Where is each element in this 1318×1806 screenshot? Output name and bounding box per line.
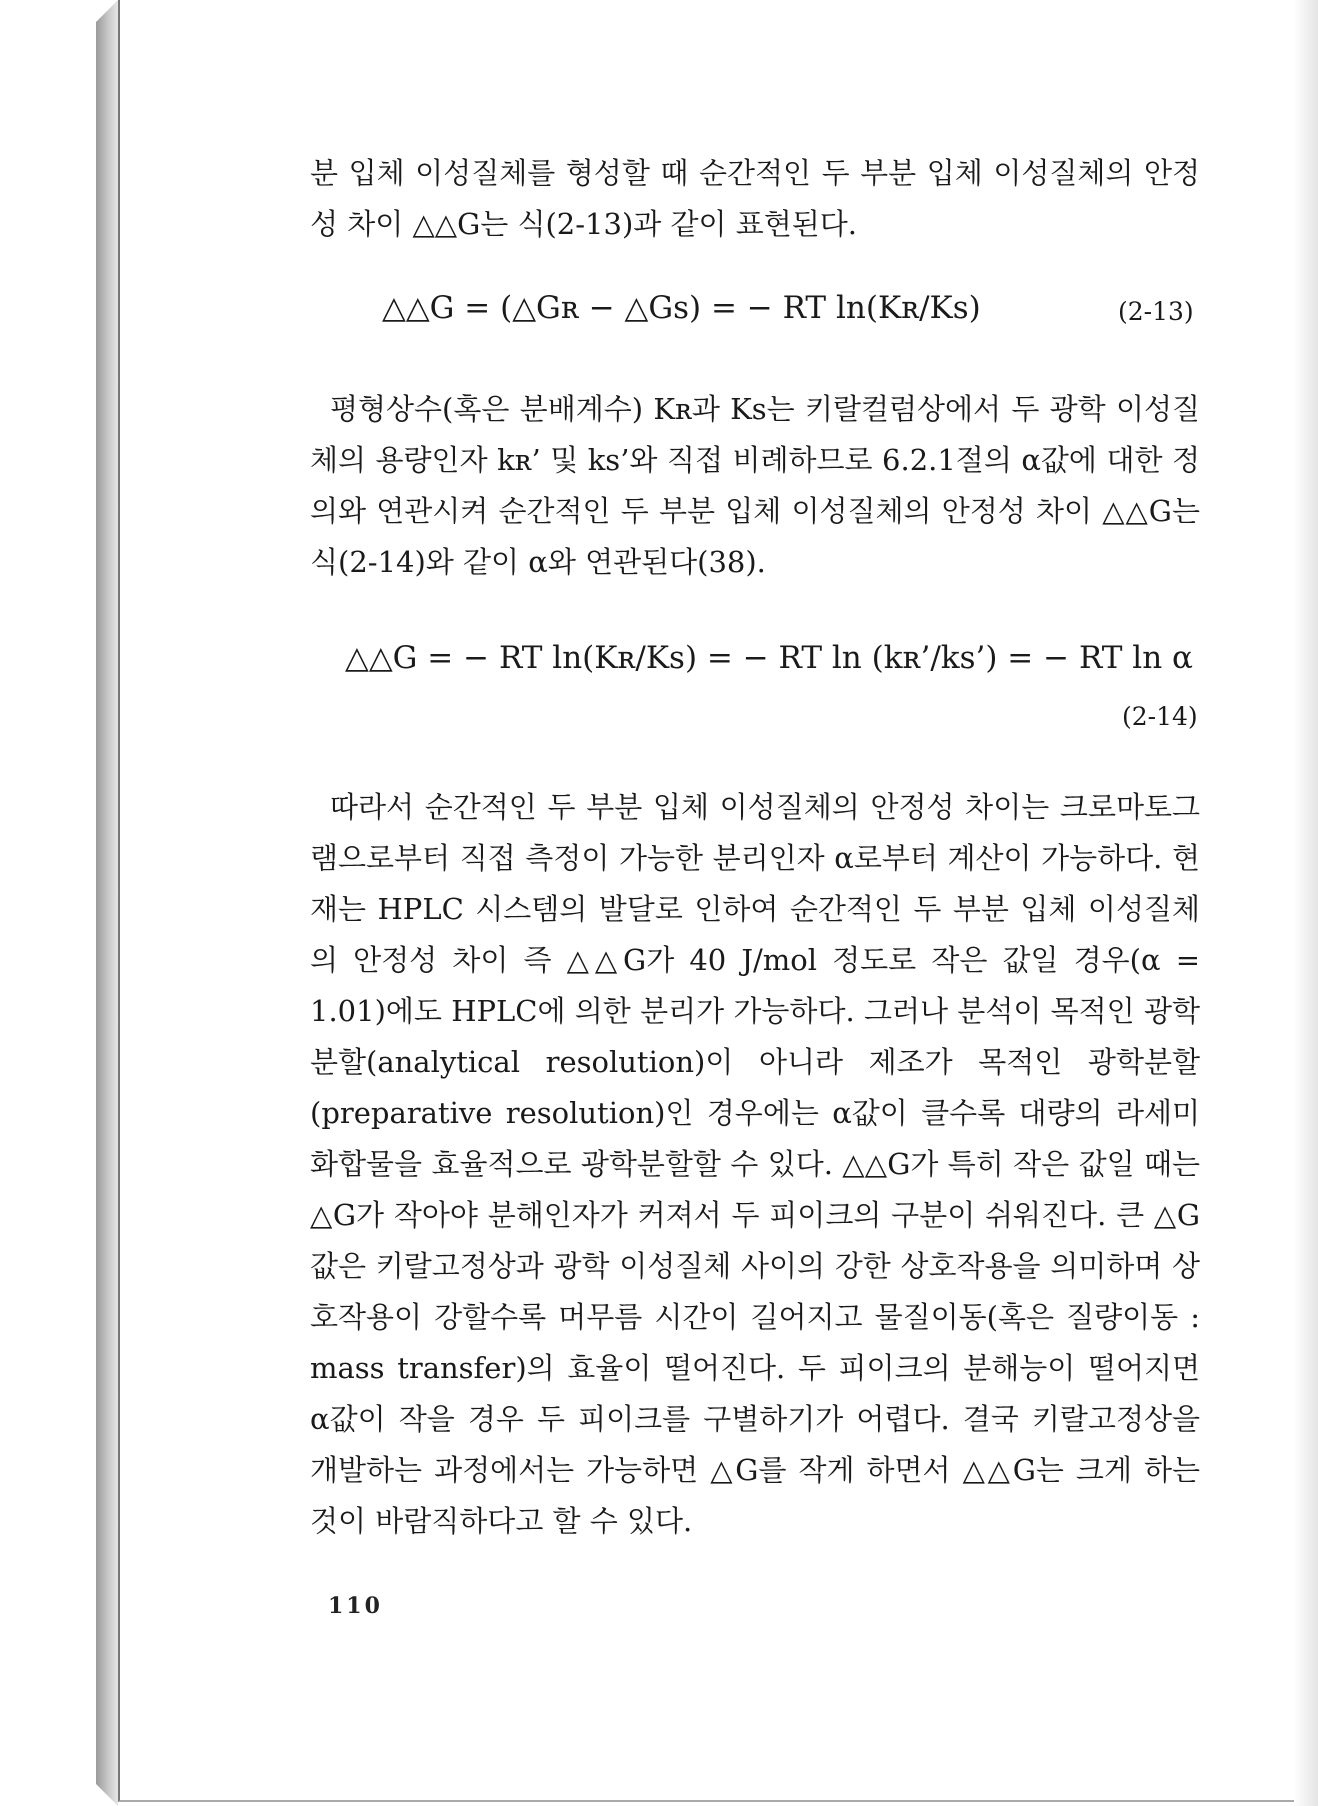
paragraph-3 (310, 782, 1200, 1547)
page-edge-shadow (1294, 0, 1318, 1806)
book-spine-edge (96, 0, 118, 1806)
equation-2-13-number: (2-13) (1118, 297, 1194, 326)
equation-2-14-number: (2-14) (1122, 702, 1198, 731)
paragraph-2-text: 평형상수(혹은 분배계수) Kʀ과 Kѕ는 키랄컬럼상에서 두 광학 이성질체의 용량인자 kʀ’ 및 kѕ’와 직접 비례하므로 6.2.1절의 α값에 대한 정의와 연관시켜 순간적인 두 부분 입체 이성질체의 안정성 차이 △△G는 식(2-14)와 같이 α와 연관된다(38). (310, 392, 1200, 579)
equation-2-14: △△G = − RT ln(Kʀ/Kѕ) = − RT ln (kʀ’/kѕ’) = − RT ln α (345, 640, 1193, 676)
paragraph-1-text: 분 입체 이성질체를 형성할 때 순간적인 두 부분 입체 이성질체의 안정성 차이 △△G는 식(2-13)과 같이 표현된다. (310, 156, 1200, 241)
page-number: 110 (328, 1593, 383, 1619)
paragraph-3-text: 따라서 순간적인 두 부분 입체 이성질체의 안정성 차이는 크로마토그램으로부터 직접 측정이 가능한 분리인자 α로부터 계산이 가능하다. 현재는 HPLC 시스템의 발달로 인하여 순간적인 두 부분 입체 이성질체의 안정성 차이 즉 △△G가 40 J/mol 정도로 작은 값일 경우(α = 1.01)에도 HPLC에 의한 분리가 가능하다. 그러나 분석이 목적인 광학분할(analytical resolution)이 아니라 제조가 목적인 광학분할(preparative resolution)인 경우에는 α값이 클수록 대량의 라세미 화합물을 효율적으로 광학분할할 수 있다. △△G가 특히 작은 값일 때는 △G가 작아야 분해인자가 커져서 두 피이크의 구분이 쉬워진다. 큰 △G값은 키랄고정상과 광학 이성질체 사이의 강한 상호작용을 의미하며 상호작용이 강할수록 머무름 시간이 길어지고 물질이동(혹은 질량이동 : mass transfer)의 효율이 떨어진다. 두 피이크의 분해능이 떨어지면 α값이 작을 경우 두 피이크를 구별하기가 어렵다. 결국 키랄고정상을 개발하는 과정에서는 가능하면 △G를 작게 하면서 △△G는 크게 하는 것이 바람직하다고 할 수 있다. (310, 790, 1200, 1538)
paragraph-2 (310, 384, 1200, 588)
book-spine (0, 0, 120, 1806)
paragraph-1 (310, 148, 1200, 250)
equation-2-13: △△G = (△Gʀ − △Gѕ) = − RT ln(Kʀ/Kѕ) (382, 290, 981, 326)
